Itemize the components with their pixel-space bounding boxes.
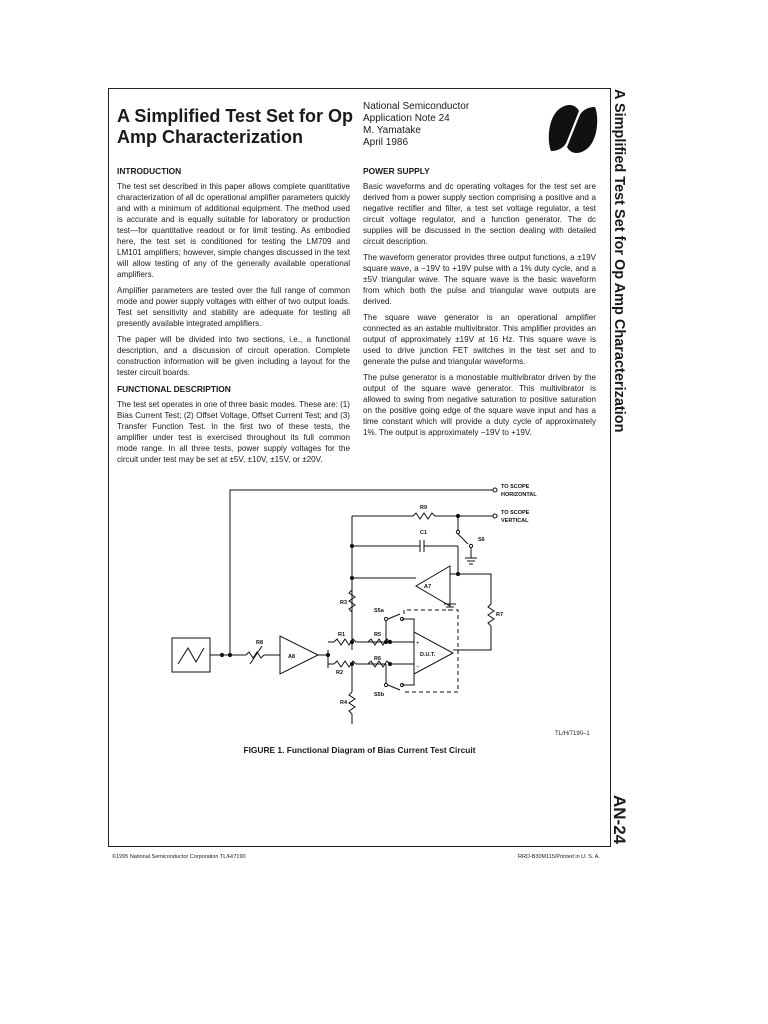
- paragraph: The paper will be divided into two sections, i.e., a functional description, and a discussion of circuit operation. Complete construction information will be given including a layout for the tester circuit boards.: [117, 335, 350, 377]
- resistor-r7: [488, 604, 494, 626]
- meta-author: M. Yamatake: [363, 125, 421, 136]
- label-a8: A8: [288, 654, 296, 660]
- right-column: [363, 166, 596, 443]
- paragraph: Basic waveforms and dc operating voltages for the test set are derived from a power supply section comprising a positive and a negative rectifier and filter, a test set voltage regulator, a test circuit voltage regulator, and a function generator. The dc supplies will be discussed in the section dealing with detailed circuit description.: [363, 182, 596, 246]
- label-scope-horizontal-2: HORIZONTAL: [501, 492, 537, 498]
- side-note-number: AN-24: [610, 795, 629, 845]
- paragraph: The test set described in this paper allows complete quantitative characterization of all dc operational amplifier parameters quickly and with a minimum of additional equipment. The method used is accurate and is equally suitable for laboratory or production test—for quantitative readout or for limit testing. As embodied here, the test set is conditioned for testing the LM709 and LM101 amplifiers; however, simple changes discussed in the text will allow testing of any of the generally available operational amplifiers.: [117, 182, 350, 279]
- switch-s6: [458, 534, 468, 544]
- document-title: A Simplified Test Set for Op Amp Characterization: [117, 106, 354, 147]
- wire: [402, 619, 414, 642]
- paragraph: The waveform generator provides three output functions, a ±19V square wave, a −19V to +19V pulse with a 1% duty cycle, and a ±5V triangular wave. The square wave is the basic waveform from which both the pulse and triangular wave outputs are derived.: [363, 253, 596, 306]
- figure-id: TL/H/7190–1: [555, 731, 590, 737]
- wire: [458, 574, 491, 604]
- label-scope-horizontal-1: TO SCOPE: [501, 484, 530, 490]
- section-heading-introduction: INTRODUCTION: [117, 166, 182, 176]
- section-heading-functional-description: FUNCTIONAL DESCRIPTION: [117, 384, 231, 394]
- label-r6: R6: [374, 656, 382, 662]
- wire: [450, 546, 458, 574]
- switch-s5b: [388, 685, 400, 690]
- paragraph: The test set operates in one of three basic modes. These are: (1) Bias Current Test; (2) Offset Voltage, Offset Current Test; and (3) Transfer Function Test. In the first two of these tests, the amplifier under test is exercised throughout its full common mode range. In all three tests, power supply voltages for the circuit under test may be set at ±5V, ±10V, ±15V, or ±20V.: [117, 400, 350, 464]
- label-r7: R7: [496, 612, 504, 618]
- opamp-a8: [280, 636, 318, 674]
- label-r3: R3: [340, 600, 348, 606]
- wire: [230, 490, 493, 648]
- label-s5a: S5a: [374, 608, 384, 614]
- left-column: [117, 166, 350, 470]
- paragraph: Amplifier parameters are tested over the full range of common mode and power supply voltages with either of two output loads. Test set sensitivity and stability are adequate for testing all presently available integrated amplifiers.: [117, 286, 350, 328]
- label-dut: D.U.T.: [420, 652, 436, 658]
- figure-caption: FIGURE 1. Functional Diagram of Bias Current Test Circuit: [243, 745, 476, 755]
- wire: [402, 664, 414, 685]
- national-semiconductor-logo-icon: [545, 101, 601, 157]
- triangle-wave-icon: [178, 648, 204, 664]
- meta-date: April 1986: [363, 137, 409, 148]
- wire: [453, 626, 491, 650]
- label-r4: R4: [340, 700, 348, 706]
- capacitor-c1: [420, 540, 424, 552]
- wire: [230, 648, 246, 655]
- resistor-r9: [413, 513, 435, 519]
- label-c1: C1: [420, 530, 428, 536]
- label-r5: R5: [374, 632, 382, 638]
- meta-company: National Semiconductor: [363, 101, 470, 112]
- section-heading-power-supply: POWER SUPPLY: [363, 166, 430, 176]
- meta-note-number: Application Note 24: [363, 113, 450, 124]
- resistor-r4: [349, 692, 355, 714]
- label-scope-vertical-1: TO SCOPE: [501, 510, 530, 516]
- label-s6: S6: [478, 537, 485, 543]
- label-minus: −: [416, 664, 420, 670]
- switch-s5a: [388, 614, 400, 619]
- opamp-a7: [416, 566, 450, 606]
- footer-print-code: RRD-B30M115/Printed in U. S. A.: [518, 854, 600, 860]
- label-r1: R1: [338, 632, 346, 638]
- label-r2: R2: [336, 670, 344, 676]
- document-meta: [363, 101, 523, 149]
- wire: [250, 646, 262, 664]
- label-r9: R9: [420, 505, 428, 511]
- function-generator-box: [172, 638, 210, 672]
- label-a7: A7: [424, 584, 432, 590]
- label-r8: R8: [256, 640, 264, 646]
- label-s5b: S5b: [374, 692, 385, 698]
- footer-copyright: ©1995 National Semiconductor Corporation TL/H/7190: [112, 854, 246, 860]
- paragraph: The pulse generator is a monostable multivibrator driven by the output of the square wave generator. This multivibrator is allowed to swing from negative saturation to positive saturation on the positive going edge of the square wave input and has a time constant which will provide a duty cycle of approximately 1%. The output is approximately −19V to +19V.: [363, 373, 596, 437]
- ground-icon: [465, 558, 477, 564]
- bias-current-circuit-diagram: [168, 478, 608, 746]
- side-title: A Simplified Test Set for Op Amp Characterization: [611, 89, 627, 433]
- paragraph: The square wave generator is an operational amplifier connected as an astable multivibrator. This amplifier provides an output of approximately ±19V at 16 Hz. This square wave is used to drive junction FET switches in the test set and to generate the pulse and triangular waveforms.: [363, 313, 596, 366]
- label-scope-vertical-2: VERTICAL: [501, 518, 529, 524]
- label-plus: +: [416, 641, 420, 647]
